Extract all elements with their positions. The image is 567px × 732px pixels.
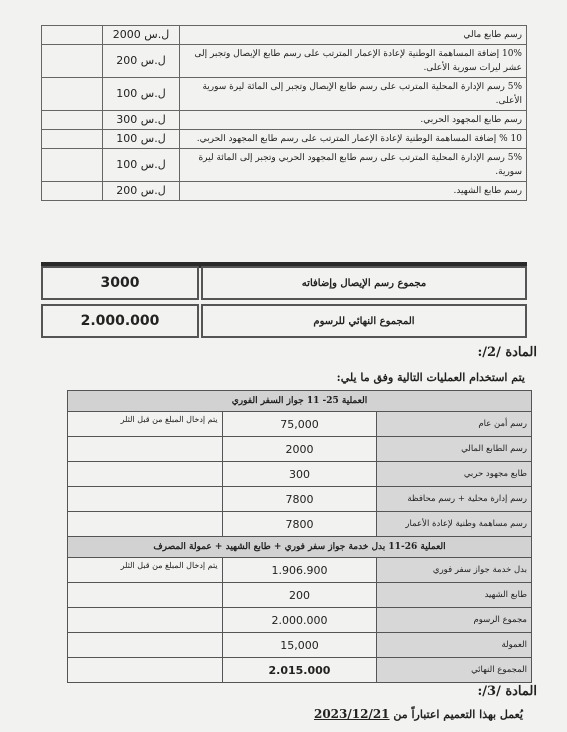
- empty-cell: [42, 45, 103, 78]
- fee-description: 5% رسم الإدارة المحلية المترتب على رسم طابع المجهود الحربي وتجبر إلى المائة ليرة سورية.: [180, 149, 527, 182]
- operation-label: العمولة: [377, 633, 532, 658]
- empty-cell: [68, 437, 223, 462]
- fee-description: رسم طابع مالي: [180, 26, 527, 45]
- operation-value: 2.000.000: [222, 608, 377, 633]
- operation-row: [68, 633, 532, 658]
- operation-value: 15,000: [222, 633, 377, 658]
- operation-row: [68, 487, 532, 512]
- fee-amount: 100 ل.س: [103, 149, 180, 182]
- operation-note: يتم إدخال المبلغ من قبل الثلر: [68, 558, 223, 583]
- operation-title: العملية 25- 11 جواز السفر الفوري: [68, 391, 532, 412]
- operation-label: طابع الشهيد: [377, 583, 532, 608]
- receipt-total-value: 3000: [41, 266, 199, 300]
- operation-label: رسم أمن عام: [377, 412, 532, 437]
- empty-cell: [42, 182, 103, 201]
- operation-label: بدل خدمة جواز سفر فوري: [377, 558, 532, 583]
- operation-row: [68, 512, 532, 537]
- fee-description: 10% إضافة المساهمة الوطنية لإعادة الإعمار المترتب على رسم طابع الإيصال وتجبر إلى عشر ليرات سورية الأعلى.: [180, 45, 527, 78]
- fee-amount: 300 ل.س: [103, 111, 180, 130]
- effective-date: 2023/12/21: [313, 707, 390, 721]
- fee-row: [42, 26, 527, 45]
- operation-row: [68, 583, 532, 608]
- article3-heading: المادة /3/:: [477, 684, 537, 699]
- empty-cell: [68, 462, 223, 487]
- fee-row: [42, 149, 527, 182]
- grand-total-row: [41, 304, 527, 338]
- operation-title: العملية 26-11 بدل خدمة جواز سفر فوري + طابع الشهيد + عمولة المصرف: [68, 537, 532, 558]
- fee-description: رسم طابع الشهيد.: [180, 182, 527, 201]
- operation-value: 2000: [222, 437, 377, 462]
- fee-row: [42, 182, 527, 201]
- empty-cell: [68, 608, 223, 633]
- op26-title-row: [68, 537, 532, 558]
- fees-table: [41, 25, 527, 201]
- operation-note: يتم إدخال المبلغ من قبل الثلر: [68, 412, 223, 437]
- fee-row: [42, 130, 527, 149]
- operation-value: 7800: [222, 487, 377, 512]
- fee-amount: 2000 ل.س: [103, 26, 180, 45]
- fee-description: 5% رسم الإدارة المحلية المترتب على رسم طابع الإيصال وتجبر إلى المائة ليرة سورية الأعلى.: [180, 78, 527, 111]
- operation-value: 7800: [222, 512, 377, 537]
- fee-description: رسم طابع المجهود الحربي.: [180, 111, 527, 130]
- empty-cell: [68, 633, 223, 658]
- operation-value: 2.015.000: [222, 658, 377, 683]
- operation-row: [68, 437, 532, 462]
- grand-total-label: المجموع النهائي للرسوم: [201, 304, 527, 338]
- effective-date-line: [314, 707, 523, 721]
- operation-row: [68, 658, 532, 683]
- operation-value: 75,000: [222, 412, 377, 437]
- operation-label: المجموع النهائي: [377, 658, 532, 683]
- operation-row: [68, 558, 532, 583]
- receipt-total-label: مجموع رسم الإيصال وإضافاته: [201, 266, 527, 300]
- fee-row: [42, 78, 527, 111]
- operation-label: رسم مساهمة وطنية لإعادة الأعمار: [377, 512, 532, 537]
- operation-value: 300: [222, 462, 377, 487]
- effective-text: يُعمل بهذا التعميم اعتباراً من: [393, 708, 523, 721]
- operation-row: [68, 412, 532, 437]
- empty-cell: [68, 512, 223, 537]
- empty-cell: [42, 111, 103, 130]
- op25-title-row: [68, 391, 532, 412]
- fee-amount: 200 ل.س: [103, 182, 180, 201]
- fee-row: [42, 45, 527, 78]
- operation-value: 1.906.900: [222, 558, 377, 583]
- empty-cell: [68, 487, 223, 512]
- fee-amount: 100 ل.س: [103, 78, 180, 111]
- operation-value: 200: [222, 583, 377, 608]
- operation-label: رسم الطابع المالي: [377, 437, 532, 462]
- fee-description: 10 % إضافة المساهمة الوطنية لإعادة الإعمار المترتب على رسم طابع المجهود الحربي.: [180, 130, 527, 149]
- operation-row: [68, 462, 532, 487]
- fee-amount: 100 ل.س: [103, 130, 180, 149]
- empty-cell: [42, 78, 103, 111]
- operation-label: مجموع الرسوم: [377, 608, 532, 633]
- article2-intro: يتم استخدام العمليات التالية وفق ما يلي:: [336, 371, 525, 384]
- empty-cell: [68, 583, 223, 608]
- fee-row: [42, 111, 527, 130]
- empty-cell: [42, 130, 103, 149]
- receipt-total-row: [41, 266, 527, 300]
- operation-row: [68, 608, 532, 633]
- fee-amount: 200 ل.س: [103, 45, 180, 78]
- operation-label: رسم إدارة محلية + رسم محافظة: [377, 487, 532, 512]
- operation-label: طابع مجهود حربي: [377, 462, 532, 487]
- grand-total-value: 2.000.000: [41, 304, 199, 338]
- empty-cell: [68, 658, 223, 683]
- empty-cell: [42, 149, 103, 182]
- article2-heading: المادة /2/:: [477, 345, 537, 360]
- empty-cell: [42, 26, 103, 45]
- operations-table: [67, 390, 532, 683]
